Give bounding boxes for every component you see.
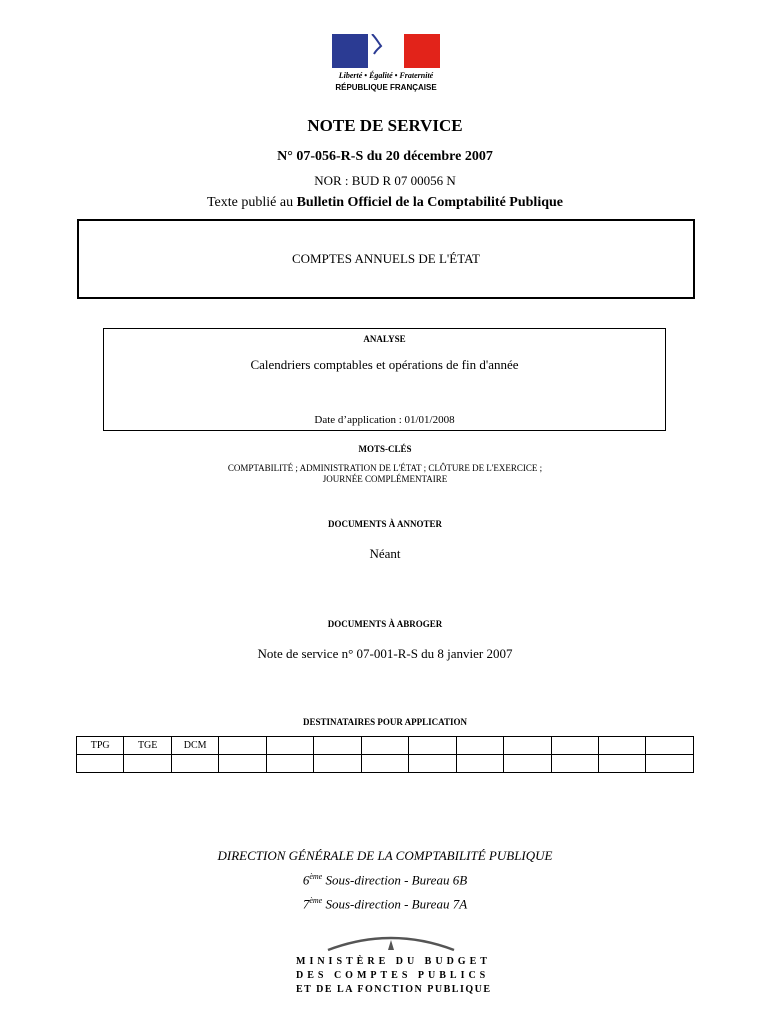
- documents-abroger-heading: DOCUMENTS À ABROGER: [327, 619, 443, 629]
- table-cell: [124, 755, 171, 773]
- analyse-text: Calendriers comptables et opérations de fin d'année: [250, 357, 519, 372]
- table-cell: [551, 737, 598, 755]
- table-cell: [266, 755, 313, 773]
- logo-republic-name: RÉPUBLIQUE FRANÇAISE: [335, 83, 437, 92]
- note-number: N° 07-056-R-S du 20 décembre 2007: [277, 149, 493, 164]
- keywords-line-1: COMPTABILITÉ ; ADMINISTRATION DE L'ÉTAT ; CLÔTURE DE L'EXERCICE ;: [227, 463, 543, 473]
- ministere-line-1: MINISTÈRE DU BUDGET: [296, 956, 491, 967]
- analyse-heading: ANALYSE: [363, 334, 406, 344]
- keywords-line-2: JOURNÉE COMPLÉMENTAIRE: [322, 474, 448, 484]
- subject-box: [77, 219, 695, 299]
- marianne-icon: [368, 34, 402, 68]
- republique-francaise-logo: [330, 34, 442, 96]
- table-cell: [456, 755, 503, 773]
- table-cell: TPG: [77, 737, 124, 755]
- nor-reference: NOR : BUD R 07 00056 N: [314, 173, 456, 188]
- sous-direction-6: [0, 872, 770, 888]
- table-cell: [646, 755, 694, 773]
- arc-emblem-icon: [326, 932, 456, 952]
- table-cell: [646, 737, 694, 755]
- documents-annoter-heading: DOCUMENTS À ANNOTER: [327, 519, 442, 529]
- sd6-number: 6: [302, 872, 310, 888]
- direction-name: DIRECTION GÉNÉRALE DE LA COMPTABILITÉ PUBLIQUE: [217, 848, 553, 863]
- table-cell: [456, 737, 503, 755]
- publication-bulletin: Bulletin Officiel de la Comptabilité Publique: [296, 195, 563, 210]
- ministere-line-2: DES COMPTES PUBLICS: [296, 970, 490, 981]
- sd7-number: 7: [302, 896, 310, 912]
- ministere-line-3: ET DE LA FONCTION PUBLIQUE: [296, 984, 492, 995]
- publication-prefix: Texte publié au: [206, 195, 297, 210]
- table-cell: [598, 737, 645, 755]
- table-cell: [504, 737, 551, 755]
- sd7-text: Sous-direction - Bureau 7A: [322, 896, 468, 912]
- sd6-superscript: ème: [309, 872, 323, 881]
- destinataires-table: [76, 736, 694, 773]
- documents-annoter-value: Néant: [369, 546, 401, 561]
- table-cell: [266, 737, 313, 755]
- table-cell: [314, 755, 361, 773]
- table-cell: [409, 737, 456, 755]
- table-cell: [598, 755, 645, 773]
- publication-line: [0, 195, 770, 211]
- table-cell: [409, 755, 456, 773]
- sd6-text: Sous-direction - Bureau 6B: [322, 872, 468, 888]
- table-cell: [77, 755, 124, 773]
- table-cell: [219, 755, 266, 773]
- keywords-heading: MOTS-CLÉS: [358, 444, 412, 454]
- table-cell: [171, 755, 218, 773]
- ministere-logo: [296, 932, 492, 996]
- table-cell: TGE: [124, 737, 171, 755]
- table-cell: [551, 755, 598, 773]
- table-row: [77, 737, 694, 755]
- table-cell: DCM: [171, 737, 218, 755]
- table-row: [77, 755, 694, 773]
- keywords-list: [0, 463, 770, 485]
- documents-abroger-value: Note de service n° 07-001-R-S du 8 janvier 2007: [257, 646, 513, 661]
- table-cell: [504, 755, 551, 773]
- application-date: Date d’application : 01/01/2008: [314, 414, 455, 426]
- document-title: NOTE DE SERVICE: [307, 116, 463, 135]
- destinataires-heading: DESTINATAIRES POUR APPLICATION: [302, 717, 468, 727]
- table-cell: [361, 755, 408, 773]
- sd7-superscript: ème: [309, 896, 323, 905]
- table-cell: [361, 737, 408, 755]
- logo-motto: Liberté • Égalité • Fraternité: [338, 71, 434, 80]
- table-cell: [219, 737, 266, 755]
- subject-label: COMPTES ANNUELS DE L'ÉTAT: [292, 251, 480, 266]
- analyse-box: [103, 328, 666, 431]
- table-cell: [314, 737, 361, 755]
- sous-direction-7: [0, 896, 770, 912]
